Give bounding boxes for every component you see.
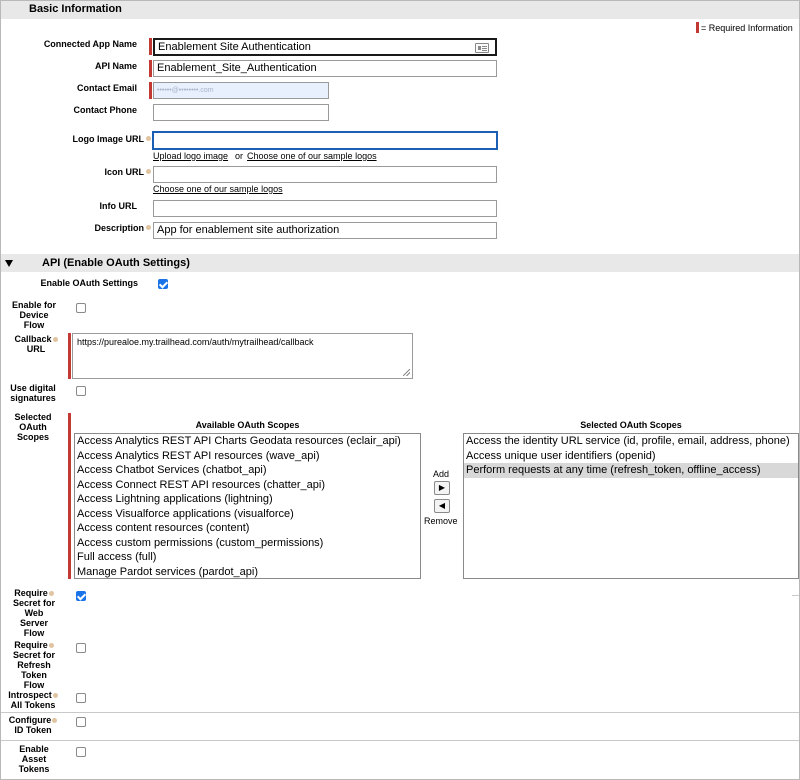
- connected-app-name-value: Enablement Site Authentication: [158, 41, 311, 53]
- description-input[interactable]: [153, 222, 497, 239]
- info-url-label: Info URL: [99, 201, 137, 211]
- require-secret-refresh-label-text: Require: [14, 640, 48, 650]
- info-icon[interactable]: [49, 643, 54, 648]
- require-secret-refresh-label-line: Flow: [23, 680, 45, 690]
- callback-url-label-line: URL: [26, 344, 46, 354]
- configure-id-token-label-text: Configure: [8, 715, 52, 725]
- asset-tokens-label-line: Asset: [21, 754, 47, 764]
- available-scope-option[interactable]: Access Lightning applications (lightning): [77, 493, 273, 505]
- callback-url-value: https://purealoe.my.trailhead.com/auth/mytrailhead/callback: [77, 337, 314, 347]
- divider: [792, 595, 799, 596]
- contact-email-value: ••••••@••••••••.com: [157, 87, 214, 94]
- required-marker: [68, 333, 71, 379]
- device-flow-label: [4, 300, 64, 330]
- asset-tokens-label: [6, 744, 62, 774]
- info-icon[interactable]: [52, 718, 57, 723]
- api-name-input[interactable]: [153, 60, 497, 77]
- enable-oauth-label: Enable OAuth Settings: [40, 278, 138, 288]
- device-flow-label-line: Enable for: [11, 300, 56, 310]
- require-secret-refresh-checkbox[interactable]: [76, 643, 86, 653]
- api-name-value: Enablement_Site_Authentication: [157, 62, 317, 74]
- or-text: or: [235, 151, 244, 161]
- add-label: Add: [433, 469, 450, 479]
- selected-scopes-listbox[interactable]: [463, 433, 799, 579]
- info-icon[interactable]: [146, 136, 151, 141]
- device-flow-label-line: Device: [19, 310, 49, 320]
- digital-signatures-label-line: signatures: [10, 393, 56, 403]
- required-marker: [149, 38, 152, 55]
- icon-url-input[interactable]: [153, 166, 497, 183]
- require-secret-refresh-label: [6, 640, 62, 690]
- require-secret-refresh-label-line: Secret for: [12, 650, 56, 660]
- sample-logos-link[interactable]: Choose one of our sample logos: [247, 151, 377, 161]
- callback-url-label-line: [10, 334, 62, 344]
- available-scopes-title: Available OAuth Scopes: [195, 420, 300, 430]
- logo-image-url-label-text: Logo Image URL: [72, 134, 144, 144]
- upload-logo-link[interactable]: Upload logo image: [153, 151, 229, 161]
- asset-tokens-label-line: Enable: [19, 744, 49, 754]
- info-icon[interactable]: [146, 169, 151, 174]
- description-value: App for enablement site authorization: [157, 224, 340, 236]
- connected-app-name-input[interactable]: [153, 38, 497, 56]
- resize-handle-icon[interactable]: [403, 369, 410, 376]
- selected-scope-option[interactable]: Access unique user identifiers (openid): [466, 449, 656, 462]
- available-scope-option[interactable]: Access Analytics REST API resources (wave_api): [77, 449, 320, 462]
- api-section-title: API (Enable OAuth Settings): [42, 257, 190, 269]
- configure-id-token-label-line: ID Token: [14, 725, 52, 735]
- introspect-label-text: Introspect: [8, 690, 52, 700]
- api-name-label: API Name: [94, 61, 137, 71]
- selected-scopes-label-line: Selected: [14, 412, 52, 422]
- require-secret-refresh-label-line: Token: [21, 670, 47, 680]
- description-label: Description: [94, 223, 144, 233]
- info-icon[interactable]: [53, 337, 58, 342]
- require-secret-web-label-line: Web: [24, 608, 44, 618]
- introspect-label: [4, 690, 62, 710]
- connected-app-name-label: Connected App Name: [43, 39, 137, 49]
- digital-signatures-checkbox[interactable]: [76, 386, 86, 396]
- require-secret-refresh-label-line: [6, 640, 62, 650]
- configure-id-token-label: [4, 715, 62, 735]
- available-scope-option[interactable]: Access Chatbot Services (chatbot_api): [77, 464, 267, 476]
- available-scope-option[interactable]: Manage Pardot services (pardot_api): [77, 565, 258, 578]
- info-icon[interactable]: [53, 693, 58, 698]
- selected-scopes-label-line: OAuth: [19, 422, 47, 432]
- device-flow-label-line: Flow: [23, 320, 45, 330]
- require-secret-web-checkbox[interactable]: [76, 591, 86, 601]
- require-secret-web-label-text: Require: [14, 588, 48, 598]
- asset-tokens-checkbox[interactable]: [76, 747, 86, 757]
- remove-label: Remove: [424, 516, 458, 526]
- asset-tokens-label-line: Tokens: [18, 764, 50, 774]
- introspect-label-line: [4, 690, 62, 700]
- digital-signatures-label-line: Use digital: [10, 383, 56, 393]
- required-legend-marker: [696, 22, 699, 33]
- selected-scope-option[interactable]: Perform requests at any time (refresh_token, offline_access): [464, 463, 798, 478]
- selected-scopes-label-line: Scopes: [16, 432, 49, 442]
- available-scopes-listbox[interactable]: [74, 433, 421, 579]
- introspect-checkbox[interactable]: [76, 693, 86, 703]
- logo-image-url-input[interactable]: [153, 132, 497, 149]
- contact-card-icon[interactable]: [475, 43, 489, 53]
- available-scope-option[interactable]: Access content resources (content): [77, 522, 250, 534]
- info-icon[interactable]: [49, 591, 54, 596]
- collapse-triangle-icon[interactable]: [5, 260, 13, 267]
- logo-image-url-label: [73, 134, 145, 144]
- required-legend-text: = Required Information: [701, 23, 793, 33]
- introspect-label-line: All Tokens: [10, 700, 56, 710]
- callback-url-label: [10, 334, 62, 354]
- icon-sample-logos-link[interactable]: Choose one of our sample logos: [153, 184, 283, 194]
- require-secret-web-label-line: Secret for: [12, 598, 56, 608]
- configure-id-token-label-line: [4, 715, 62, 725]
- add-arrow-button[interactable]: [434, 481, 450, 495]
- divider: [1, 712, 799, 713]
- icon-url-label: Icon URL: [104, 167, 144, 177]
- require-secret-web-label-line: Server: [19, 618, 49, 628]
- available-scope-option[interactable]: Full access (full): [77, 551, 157, 563]
- required-marker: [149, 82, 152, 99]
- available-scope-option[interactable]: Access Connect REST API resources (chatter_api): [77, 478, 326, 491]
- available-scope-option[interactable]: Access custom permissions (custom_permissions): [77, 536, 324, 549]
- callback-url-textarea[interactable]: [72, 333, 413, 379]
- require-secret-web-label: [6, 588, 62, 638]
- basic-info-title: Basic Information: [29, 3, 122, 15]
- info-url-input[interactable]: [153, 200, 497, 217]
- arrow-left-icon: ◀: [438, 501, 446, 510]
- divider: [1, 740, 799, 741]
- arrow-right-icon: ▶: [438, 483, 446, 492]
- require-secret-web-label-line: Flow: [23, 628, 45, 638]
- require-secret-refresh-label-line: Refresh: [17, 660, 51, 670]
- available-scope-option[interactable]: Access Analytics REST API Charts Geodata resources (eclair_api): [77, 435, 401, 447]
- contact-phone-label: Contact Phone: [73, 105, 137, 115]
- contact-phone-input[interactable]: [153, 104, 329, 121]
- device-flow-checkbox[interactable]: [76, 303, 86, 313]
- callback-url-label-text: Callback: [14, 334, 52, 344]
- available-scope-option[interactable]: Access Visualforce applications (visualforce): [77, 507, 294, 520]
- selected-scope-option[interactable]: Access the identity URL service (id, profile, email, address, phone): [466, 435, 790, 447]
- remove-arrow-button[interactable]: [434, 499, 450, 513]
- selected-scopes-label: [6, 412, 60, 442]
- selected-scopes-title: Selected OAuth Scopes: [580, 420, 682, 430]
- contact-email-label: Contact Email: [76, 83, 137, 93]
- enable-oauth-checkbox[interactable]: [158, 279, 168, 289]
- info-icon[interactable]: [146, 225, 151, 230]
- required-marker: [68, 413, 71, 579]
- required-marker: [149, 60, 152, 77]
- contact-email-input[interactable]: [153, 82, 329, 99]
- digital-signatures-label: [4, 383, 62, 403]
- require-secret-web-label-line: [6, 588, 62, 598]
- configure-id-token-checkbox[interactable]: [76, 717, 86, 727]
